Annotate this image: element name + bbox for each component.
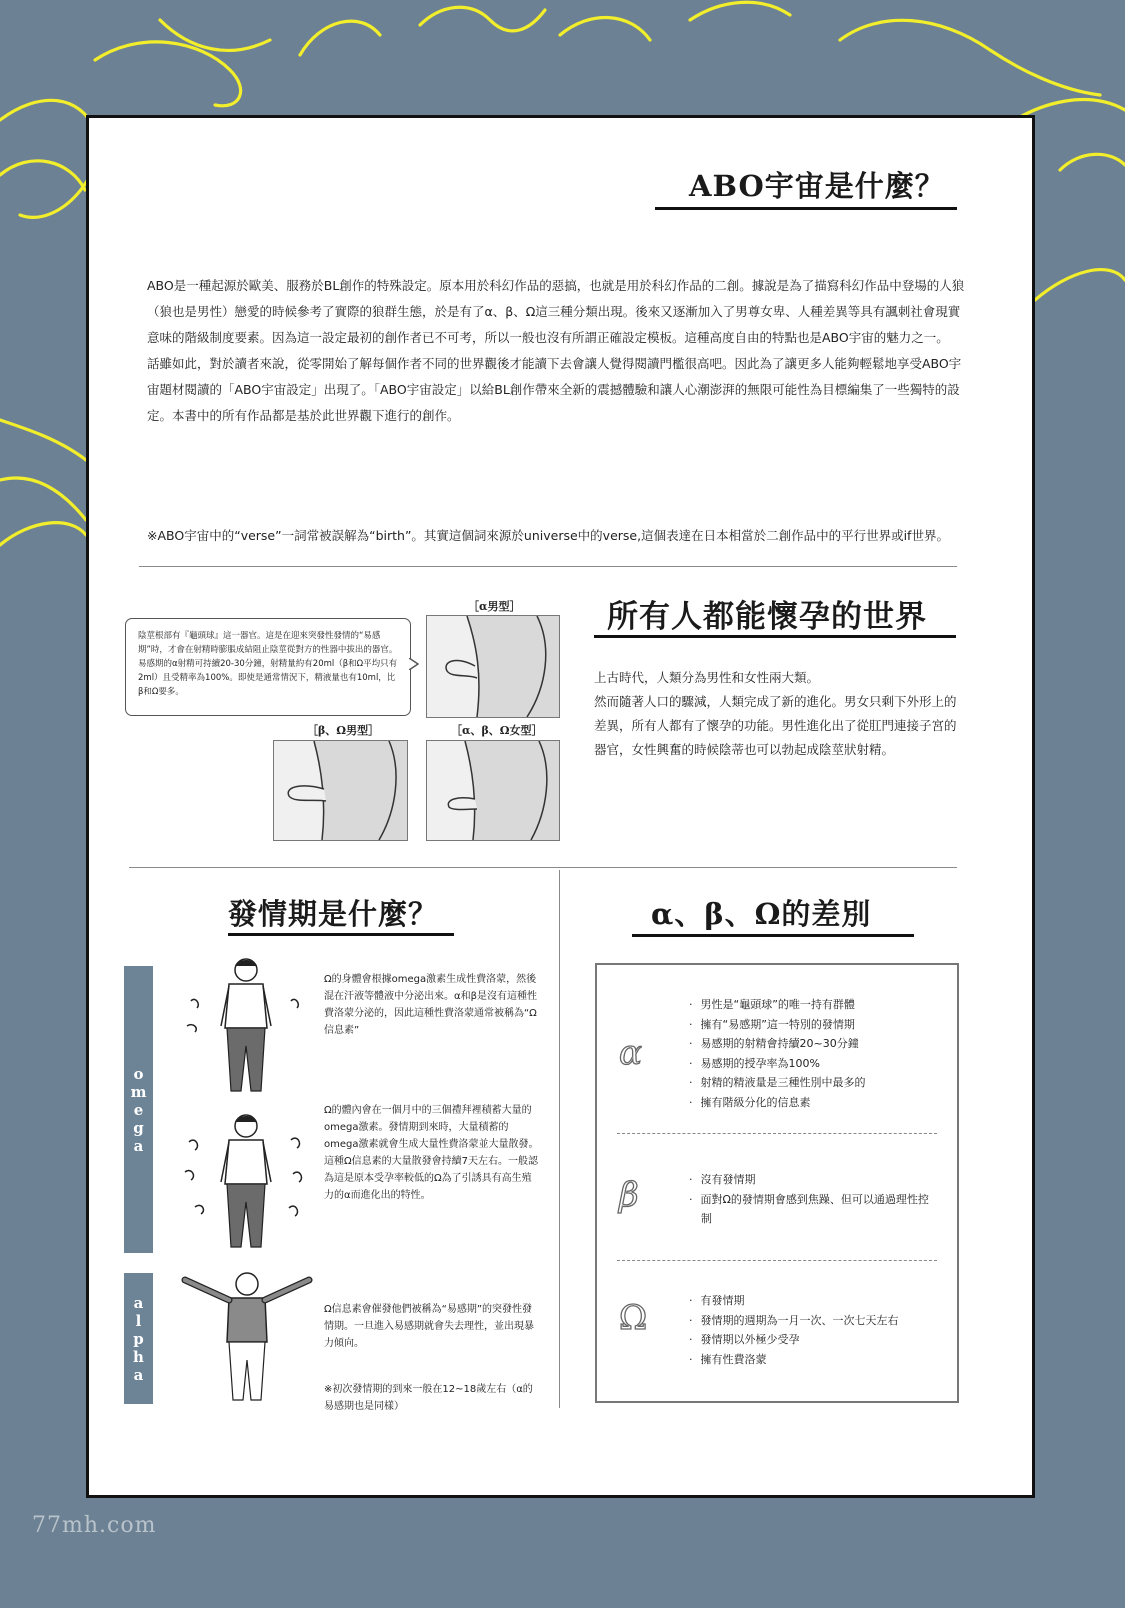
figure-illustration — [427, 741, 559, 840]
list-item: · 發情期以外極少受孕 — [689, 1330, 899, 1350]
figure-label: ［α、β、Ω女型］ — [451, 724, 543, 737]
list-item: · 擁有“易感期”這一特別的發情期 — [689, 1015, 866, 1035]
title-underline — [632, 934, 914, 937]
list-item: · 有發情期 — [689, 1291, 899, 1311]
list-item: · 面對Ω的發情期會感到焦躁、但可以通過理性控制 — [689, 1190, 939, 1229]
figure-alpha-male — [426, 615, 560, 718]
list-item: · 發情期的週期為一月一次、一次七天左右 — [689, 1311, 899, 1331]
callout-pointer — [409, 658, 419, 670]
intro-paragraph: ABO是一種起源於歐美、服務於BL創作的特殊設定。原本用於科幻作品的惡搞，也就是用於科幻作品的二創。據說是為了描寫科幻作品中登場的人狼（狼也是男性）戀愛的時候參考了實際的狼群生態，於是有了α、β、Ω這三種分類出現。後來又逐漸加入了男尊女卑、人種差異等具有諷刺社會現實意味的階級制度要素。因為這一設定最初的創作者已不可考，所以一般也沒有所謂正確設定模板。這種高度自由的特點也是ABO宇宙的魅力之一。 — [147, 278, 965, 345]
list-item: · 沒有發情期 — [689, 1170, 939, 1190]
first-heat-note: ※初次發情期的到來一般在12~18歲左右（α的易感期也是同樣） — [324, 1384, 533, 1412]
beta-traits — [689, 1170, 939, 1229]
alpha-traits — [689, 995, 866, 1112]
alpha-tab: a l p h a — [124, 1273, 153, 1404]
list-item: · 易感期的射精會持續20~30分鐘 — [689, 1034, 866, 1054]
figure-illustration — [274, 741, 407, 840]
alpha-rut-text: Ω信息素會催發他們被稱為“易感期”的突發性發情期。一旦進入易感期就會失去理性，並出現暴力傾向。 — [324, 1304, 534, 1349]
world-text — [594, 666, 964, 762]
figure-label: ［α男型］ — [468, 600, 521, 613]
figure-beta-omega-male — [273, 740, 408, 841]
intro-text — [147, 273, 965, 429]
section-title-abo: ABO宇宙是什麼？ — [689, 169, 945, 203]
site-watermark: 77mh.com — [32, 1513, 157, 1538]
dashed-divider — [617, 1260, 937, 1261]
omega-heat-text: Ω的體內會在一個月中的三個禮拜裡積蓄大量的omega激素。發情期到來時，大量積蓄的omega激素就會生成大量性費洛蒙並大量散發。這種Ω信息素的大量散發會持續7天左右。一般認為這是原本受孕率較低的Ω為了引誘具有高生殖力的α而進化出的特性。 — [324, 1105, 539, 1201]
intro-paragraph: 話雖如此，對於讀者來說，從零開始了解每個作者不同的世界觀後才能讀下去會讓人覺得閱讀門檻很高吧。因此為了讓更多人能夠輕鬆地享受ABO宇宙題材閱讀的「ABO宇宙設定」出現了。「ABO宇宙設定」以給BL創作帶來全新的震撼體驗和讓人心潮澎湃的無限可能性為目標編集了一些獨特的設定。本書中的所有作品都是基於此世界觀下進行的創作。 — [147, 356, 962, 423]
title-underline — [594, 635, 956, 638]
divider — [139, 566, 957, 567]
alpha-symbol: α — [619, 1033, 642, 1073]
verse-note: ※ABO宇宙中的“verse”一詞常被誤解為“birth”。其實這個詞來源於universe中的verse,這個表達在日本相當於二創作品中的平行世界或if世界。 — [147, 527, 949, 543]
omega-tab: o m e g a — [124, 966, 153, 1253]
figure-female — [426, 740, 560, 841]
divider — [129, 867, 957, 868]
omega-traits — [689, 1291, 899, 1369]
title-underline — [228, 933, 454, 936]
world-paragraph: 然而隨著人口的驟減，人類完成了新的進化。男女只剩下外形上的差異，所有人都有了懷孕的功能。男性進化出了從肛門連接子宮的器官，女性興奮的時候陰蒂也可以勃起成陰莖狀射精。 — [594, 694, 957, 757]
omega-pheromone-text: Ω的身體會根據omega激素生成性費洛蒙，然後混在汗液等體液中分泌出來。α和β是沒有這種性費洛蒙分泌的，因此這種性費洛蒙通常被稱為“Ω信息素” — [324, 974, 537, 1036]
person-illustration-calm — [181, 956, 311, 1096]
person-illustration-pheromone — [181, 1112, 311, 1252]
list-item: · 擁有階級分化的信息素 — [689, 1093, 866, 1113]
content-panel — [86, 115, 1035, 1498]
column-divider — [559, 870, 560, 1408]
list-item: · 射精的精液量是三種性別中最多的 — [689, 1073, 866, 1093]
dashed-divider — [617, 1133, 937, 1134]
world-paragraph: 上古時代，人類分為男性和女性兩大類。 — [594, 670, 820, 685]
list-item: · 易感期的授孕率為100% — [689, 1054, 866, 1074]
section-title-world: 所有人都能懷孕的世界 — [607, 599, 927, 635]
anatomy-callout: 陰莖根部有『龜頭球』這一器官。這是在迎來突發性發情的“易感期”時，才會在射精時膨脹成結阻止陰莖從對方的性器中拔出的器官。易感期的α射精可持續20-30分鐘，射精量約有20ml（β和Ω平均只有2ml）且受精率為100%。即使是通常情況下，精液量也有10ml，比β和Ω要多。 — [125, 618, 411, 716]
figure-illustration — [427, 616, 559, 717]
section-title-differences: α、β、Ω的差別 — [651, 897, 872, 931]
differences-box — [595, 963, 959, 1403]
beta-symbol: β — [619, 1175, 639, 1215]
section-title-heat: 發情期是什麼？ — [228, 897, 439, 931]
omega-symbol: Ω — [619, 1298, 648, 1338]
figure-label: ［β、Ω男型］ — [307, 724, 380, 737]
person-illustration-alpha — [177, 1270, 317, 1405]
list-item: · 擁有性費洛蒙 — [689, 1350, 899, 1370]
title-underline — [655, 207, 957, 210]
list-item: · 男性是“龜頭球”的唯一持有群體 — [689, 995, 866, 1015]
